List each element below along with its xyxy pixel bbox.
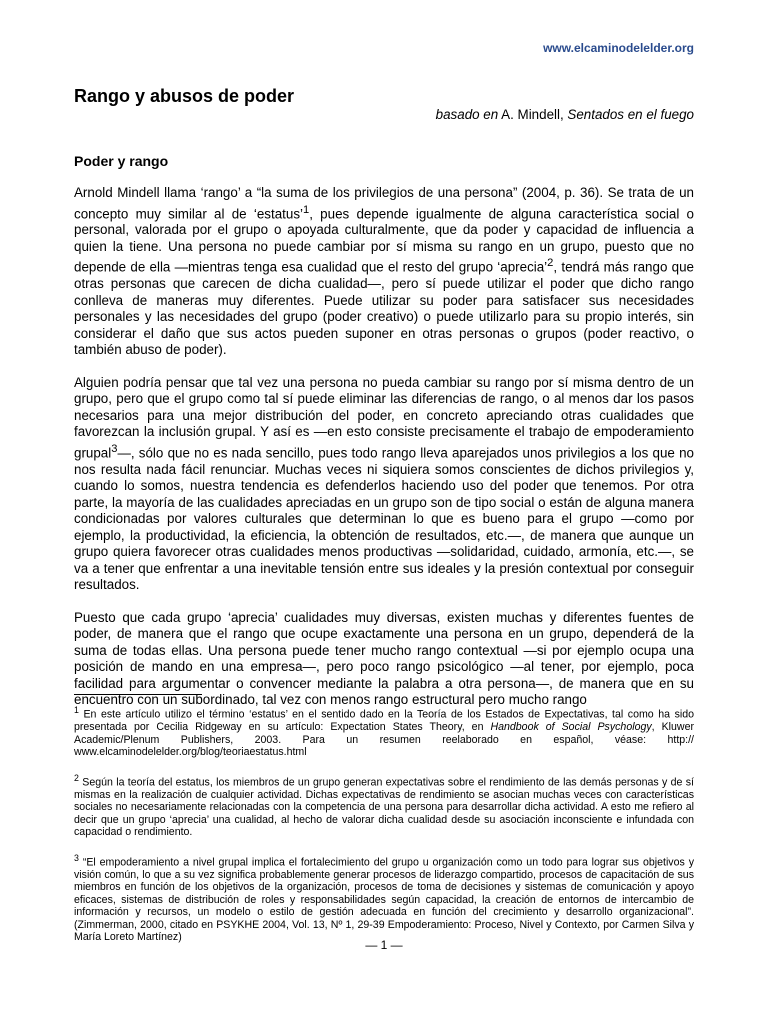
paragraph-1-part-b: , pues depende igualmente de alguna característica social o personal, valorada por el grupo o apoyada culturalmente, que da poder y capacidad de influencia a quien la tiene. Una persona no puede cambiar por sí misma su rango en un grupo, puesto que no depende de ella —mientras tenga esa cualidad que el resto del grupo ‘aprecia’ bbox=[74, 205, 694, 275]
footnote-3 bbox=[74, 852, 694, 944]
footnotes bbox=[74, 704, 694, 957]
footnote-ref-3[interactable]: 3 bbox=[111, 442, 118, 455]
footnote-1-number: 1 bbox=[74, 705, 79, 715]
paragraph-2-part-b: —, sólo que no es nada sencillo, pues todo rango lleva aparejados unos privilegios a los que no nos resulta nada fácil renunciar. Muchas veces ni siquiera somos conscientes de dichos privilegios y, cuando lo somos, nuestra tendencia es defenderlos haciendo uso del poder que tenemos. Por otra parte, la mayoría de las cualidades apreciadas en un grupo son de tipo social o están de alguna manera condicionadas por valores culturales que determinan lo que es bueno para el grupo —como por ejemplo, la productividad, la eficiencia, la obtención de resultados, etc.—, de manera que aunque un grupo quiera favorecer otras cualidades menos productivas —solidaridad, cuidado, armonía, etc.—, se va a tener que enfrentar a una inevitable tensión entre sus ideales y la presión contextual por conseguir resultados. bbox=[74, 445, 694, 593]
footnote-1 bbox=[74, 704, 694, 759]
subtitle bbox=[436, 107, 694, 122]
subtitle-author: A. Mindell, bbox=[498, 107, 568, 122]
page-title: Rango y abusos de poder bbox=[74, 86, 295, 106]
footnote-divider bbox=[74, 694, 202, 695]
footnote-2-text: Según la teoría del estatus, los miembros de un grupo generan expectativas sobre el rendimiento de las demás personas y de sí mismas en la realización de cualquier actividad. Dichas expectativas de rendimiento se asocian muchas veces con características sociales no necesariamente relacionadas con la competencia de una persona para desarrollar dicha actividad. A esto me refiero al decir que un grupo ‘aprecia’ una cualidad, al hecho de valorar dicha cualidad desde su asociación inconsciente e infundada con capacidad o rendimiento. bbox=[74, 776, 694, 839]
paragraph-1 bbox=[74, 185, 694, 359]
page-number: — 1 — bbox=[365, 938, 403, 952]
footnote-1-text-a: En este artículo utilizo el término ‘estatus’ en el sentido dado en la Teoría de los Estados de Expectativas, tal como ha sido presentada por Cecilia Ridgeway en su artículo: Expectation States Theory, en bbox=[74, 708, 694, 734]
footnote-3-number: 3 bbox=[74, 852, 79, 863]
footnote-3-text: “El empoderamiento a nivel grupal implica el fortalecimiento del grupo u organización como un todo para lograr sus objetivos y visión común, lo que a su vez significa probablemente generar procesos de liderazgo compartido, procesos de capacitación de sus miembros en función de los objetivos de la organización, procesos de toma de decisiones y sistemas de comunicación y apoyo eficaces, sistemas de distribución de roles y responsabilidades según capacidad, la creación de entornos de intercambio de información y recursos, un modelo o estilo de gestión adecuada en función del crecimiento y desarrollo organizacional”. (Zimmerman, 2000, citado en PSYKHE 2004, Vol. 13, Nº 1, 29-39 Empoderamiento: Proceso, Nivel y Contexto, por Carmen Silva y María Loreto Martínez) bbox=[74, 856, 694, 944]
site-link[interactable]: www.elcaminodelelder.org bbox=[543, 41, 694, 55]
section-heading: Poder y rango bbox=[74, 153, 169, 169]
paragraph-3: Puesto que cada grupo ‘aprecia’ cualidades muy diversas, existen muchas y diferentes fuentes de poder, de manera que el rango que ocupe exactamente una persona en un grupo, dependerá de la suma de todas ellas. Una persona puede tener mucho rango contextual —si por ejemplo ocupa una posición de mando en una empresa—, pero poco rango psicológico —al tener, por ejemplo, poca facilidad para argumentar o convencer mediante la palabra a otra persona—, de manera que en su encuentro con un subordinado, tal vez con menos rango estructural pero mucho rango bbox=[74, 609, 694, 708]
body-text bbox=[74, 185, 694, 725]
subtitle-prefix: basado en bbox=[435, 107, 499, 122]
paragraph-2 bbox=[74, 375, 694, 594]
paragraph-2-part-a: Alguien podría pensar que tal vez una persona no pueda cambiar su rango por sí misma dentro de un grupo, pero que el grupo como tal sí puede eliminar las diferencias de rango, o al menos dar los pasos necesarios para una mejor distribución del poder, en concreto apreciando otras cualidades que favorezcan la inclusión grupal. Y así es —en esto consiste precisamente el trabajo de empoderamiento grupal bbox=[74, 374, 694, 461]
subtitle-work: Sentados en el fuego bbox=[567, 107, 694, 122]
footnote-1-text-b: , Kluwer Academic/Plenum Publishers, 2003. Para un resumen reelaborado en español, véase: http:// www.elcaminodelelder.org/blog/teoriaestatus.html bbox=[74, 721, 694, 759]
footnote-ref-1[interactable]: 1 bbox=[303, 203, 310, 216]
footnote-1-title: Handbook of Social Psychology bbox=[490, 721, 652, 734]
footnote-ref-2[interactable]: 2 bbox=[547, 257, 554, 270]
paragraph-1-part-a: Arnold Mindell llama ‘rango’ a “la suma de los privilegios de una persona” (2004, p. 36). Se trata de un concepto muy similar al de ‘estatus’ bbox=[74, 185, 694, 221]
paragraph-1-part-c: , tendrá más rango que otras personas que carecen de dicha cualidad—, pero sí puede utilizar el poder que dicho rango conlleva de maneras muy diferentes. Puede utilizar su poder para satisfacer sus necesidades personales y las necesidades del grupo (poder creativo) o puede utilizarlo para su propio interés, sin considerar el daño que sus actos pueden suponer en otras personas o grupos (poder reactivo, o también abuso de poder). bbox=[74, 259, 694, 358]
footnote-2 bbox=[74, 772, 694, 839]
footnote-2-number: 2 bbox=[74, 772, 79, 783]
